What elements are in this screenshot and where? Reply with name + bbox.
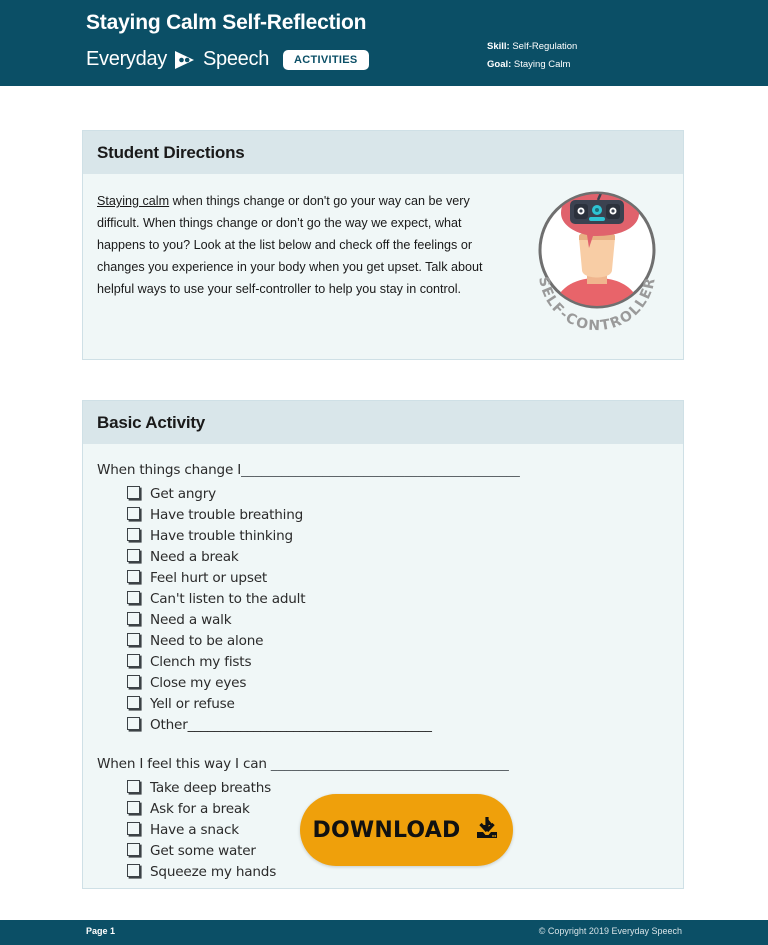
empty-checkbox-icon[interactable] xyxy=(127,549,140,562)
prompt-when-i-feel xyxy=(97,754,669,775)
empty-checkbox-icon[interactable] xyxy=(127,591,140,604)
brand-name-second: Speech xyxy=(202,48,270,70)
list-item[interactable] xyxy=(127,610,669,631)
page-number: Page 1 xyxy=(86,926,116,936)
basic-activity-card xyxy=(82,400,684,889)
play-dots-icon xyxy=(173,49,197,71)
list-item[interactable] xyxy=(127,589,669,610)
list-item-label: Take deep breaths xyxy=(150,780,272,796)
empty-checkbox-icon[interactable] xyxy=(127,717,140,730)
basic-activity-body xyxy=(83,444,683,897)
other-label: Other xyxy=(150,717,188,733)
prompt-two-text: When I feel this way I can xyxy=(97,756,271,772)
list-item-label: Feel hurt or upset xyxy=(150,570,268,586)
empty-checkbox-icon[interactable] xyxy=(127,654,140,667)
list-item-label: Ask for a break xyxy=(150,801,250,817)
skill-label: Skill: xyxy=(487,41,510,52)
prompt-when-things-change xyxy=(97,460,669,481)
basic-activity-title: Basic Activity xyxy=(97,412,206,432)
list-item-label: Close my eyes xyxy=(150,675,247,691)
goal-label: Goal: xyxy=(487,59,512,70)
empty-checkbox-icon[interactable] xyxy=(127,612,140,625)
empty-checkbox-icon[interactable] xyxy=(127,528,140,541)
goal-row xyxy=(487,56,577,74)
student-directions-title: Student Directions xyxy=(97,142,245,162)
empty-checkbox-icon[interactable] xyxy=(127,507,140,520)
empty-checkbox-icon[interactable] xyxy=(127,801,140,814)
list-item[interactable] xyxy=(127,673,669,694)
list-item-label: Have a snack xyxy=(150,822,239,838)
list-item[interactable] xyxy=(127,526,669,547)
download-button[interactable] xyxy=(300,794,513,866)
prompt-two-blank: ___________________________________ xyxy=(270,756,509,772)
goal-value: Staying Calm xyxy=(513,59,571,70)
directions-rest: when things change or don't go your way can be very difficult. When things change or don’t go the way we expect, what happens to you? Look at the list below and check off the feelings or changes you experience in your body when you get upset. Talk about helpful ways to use your self-controller to help you stay in control. xyxy=(97,194,483,296)
list-item-label: Need a walk xyxy=(150,612,232,628)
empty-checkbox-icon[interactable] xyxy=(127,486,140,499)
empty-checkbox-icon[interactable] xyxy=(127,633,140,646)
list-item[interactable] xyxy=(127,484,669,505)
download-tray-icon xyxy=(474,815,500,845)
page-footer xyxy=(0,920,768,945)
list-item[interactable] xyxy=(127,547,669,568)
self-controller-badge-icon xyxy=(517,174,677,334)
list-item-label: Clench my fists xyxy=(150,654,252,670)
list-item-label: Need to be alone xyxy=(150,633,264,649)
skill-row xyxy=(487,38,577,56)
download-button-label: DOWNLOAD xyxy=(312,817,461,843)
list-item-label: Need a break xyxy=(150,549,239,565)
empty-checkbox-icon[interactable] xyxy=(127,570,140,583)
student-directions-header xyxy=(83,131,683,174)
list-item-label: Get some water xyxy=(150,843,256,859)
list-item-other[interactable] xyxy=(127,715,669,736)
page-header xyxy=(0,0,768,86)
list-item[interactable] xyxy=(127,652,669,673)
list-item-label: Have trouble breathing xyxy=(150,507,304,523)
empty-checkbox-icon[interactable] xyxy=(127,675,140,688)
list-item-label: Yell or refuse xyxy=(150,696,235,712)
page-title: Staying Calm Self-Reflection xyxy=(86,11,367,34)
empty-checkbox-icon[interactable] xyxy=(127,864,140,877)
list-item[interactable] xyxy=(127,568,669,589)
header-meta xyxy=(487,38,577,74)
activities-badge: ACTIVITIES xyxy=(283,50,369,70)
skill-value: Self-Regulation xyxy=(512,41,578,52)
illustration-caption-text: SELF-CONTROLLER xyxy=(535,275,659,334)
brand-logo xyxy=(86,48,369,71)
empty-checkbox-icon[interactable] xyxy=(127,843,140,856)
directions-lead-underlined: Staying calm xyxy=(97,194,170,208)
prompt-one-blank: _________________________________________ xyxy=(241,462,520,478)
list-item[interactable] xyxy=(127,505,669,526)
prompt-one-text: When things change I xyxy=(97,462,242,478)
list-item[interactable] xyxy=(127,694,669,715)
brand-name-first: Everyday xyxy=(86,48,167,70)
copyright-text: © Copyright 2019 Everyday Speech xyxy=(538,926,682,936)
feelings-checklist xyxy=(97,484,669,736)
directions-paragraph xyxy=(97,190,497,300)
list-item-label: Have trouble thinking xyxy=(150,528,293,544)
empty-checkbox-icon[interactable] xyxy=(127,822,140,835)
list-item[interactable] xyxy=(127,631,669,652)
student-directions-card xyxy=(82,130,684,360)
empty-checkbox-icon[interactable] xyxy=(127,780,140,793)
list-item-label: Can't listen to the adult xyxy=(150,591,306,607)
list-gap xyxy=(97,736,669,754)
other-blank: _____________________________________ xyxy=(187,717,432,733)
student-directions-body xyxy=(83,174,683,334)
empty-checkbox-icon[interactable] xyxy=(127,696,140,709)
basic-activity-header xyxy=(83,401,683,444)
list-item-label: Get angry xyxy=(150,486,216,502)
list-item-label: Squeeze my hands xyxy=(150,864,277,880)
